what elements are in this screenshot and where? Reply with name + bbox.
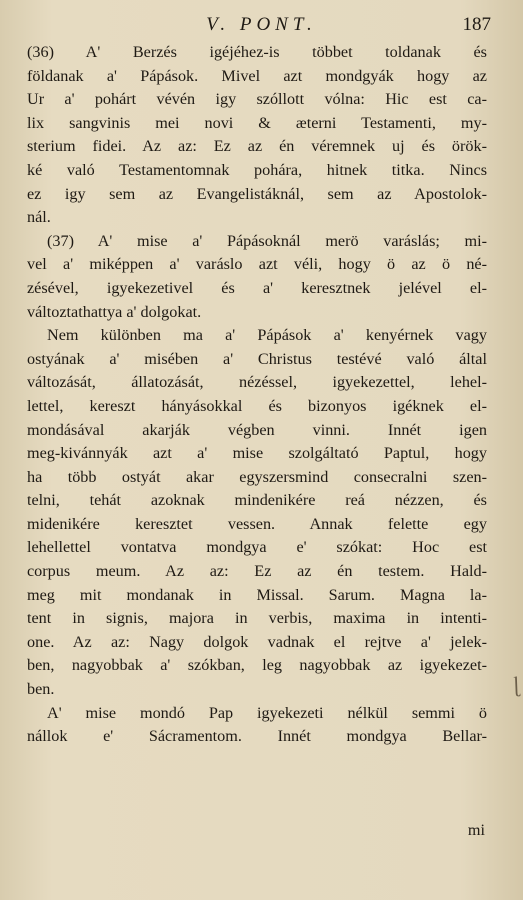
text-line: tent in signis, majora in verbis, maxima in intenti- <box>27 609 487 628</box>
text-line: ha több ostyát akar egyszersmind consecralni szen- <box>27 467 487 486</box>
page-number: 187 <box>462 14 491 35</box>
text-line: zésével, igyekezetivel és a' keresztnek jelével el- <box>27 278 487 297</box>
text-line: (36) A' Berzés igéjéhez-is többet toldanak és <box>27 43 487 61</box>
text-line: nállok e' Sácramentom. Innét mondgya Bellar- <box>27 727 487 746</box>
text-line: ké való Testamentomnak pohára, hitnek titka. Nincs <box>27 160 487 179</box>
text-line: mondásával akarják végben vinni. Innét igen <box>27 420 487 439</box>
text-line: lehellettel vontatva mondgya e' szókat: Hoc est <box>27 538 487 557</box>
catchword: mi <box>467 821 485 839</box>
text-line: Ur a' pohárt vévén igy szóllott vólna: Hic est ca- <box>27 90 487 109</box>
text-line: ostyának a' misében a' Christus testévé való által <box>27 349 487 368</box>
text-line: meg-kivánnyák azt a' mise szolgáltató Paptul, hogy <box>27 444 487 463</box>
text-line: sterium fidei. Az az: Ez az én véremnek uj és örök- <box>27 137 487 156</box>
text-line: nál. <box>27 208 51 227</box>
text-line: telni, tehát azoknak mindenikére reá nézzen, és <box>27 491 487 510</box>
text-line: ez igy sem az Evangelistáknál, sem az Apostolok- <box>27 184 487 203</box>
text-line: lettel, kereszt hányásokkal és bizonyos igéknek el- <box>27 396 487 415</box>
header-title: V. PONT. <box>206 14 317 35</box>
body-text <box>27 41 487 749</box>
text-line: Nem különben ma a' Pápások a' kenyérnek vagy <box>47 326 487 345</box>
text-line: A' mise mondó Pap igyekezeti nélkül semmi ö <box>47 703 487 722</box>
text-line: változtathattya a' dolgokat. <box>27 302 202 321</box>
text-line: ben. <box>27 680 55 699</box>
text-line: (37) A' mise a' Pápásoknál merö varáslás; mi- <box>47 231 487 250</box>
text-line: corpus meum. Az az: Ez az én testem. Hald- <box>27 562 487 581</box>
text-line: meg mit mondanak in Missal. Sarum. Magna la- <box>27 585 487 604</box>
text-line: ben, nagyobbak a' szókban, leg nagyobbak az igyekezet- <box>27 656 487 675</box>
margin-annotation-mark: ɭ <box>510 671 522 698</box>
text-line: midenikére keresztet vessen. Annak felette egy <box>27 514 487 533</box>
text-line: földanak a' Pápások. Mivel azt mondgyák hogy az <box>27 66 487 85</box>
text-line: one. Az az: Nagy dolgok vadnak el rejtve a' jelek- <box>27 632 487 651</box>
running-header <box>0 14 523 40</box>
text-line: változását, állatozását, nézéssel, igyekezettel, lehel- <box>27 373 487 392</box>
text-line: vel a' miképpen a' varáslo azt véli, hogy ö az ö né- <box>27 255 487 274</box>
text-line: lix sangvinis mei novi & æterni Testamenti, my- <box>27 113 487 132</box>
